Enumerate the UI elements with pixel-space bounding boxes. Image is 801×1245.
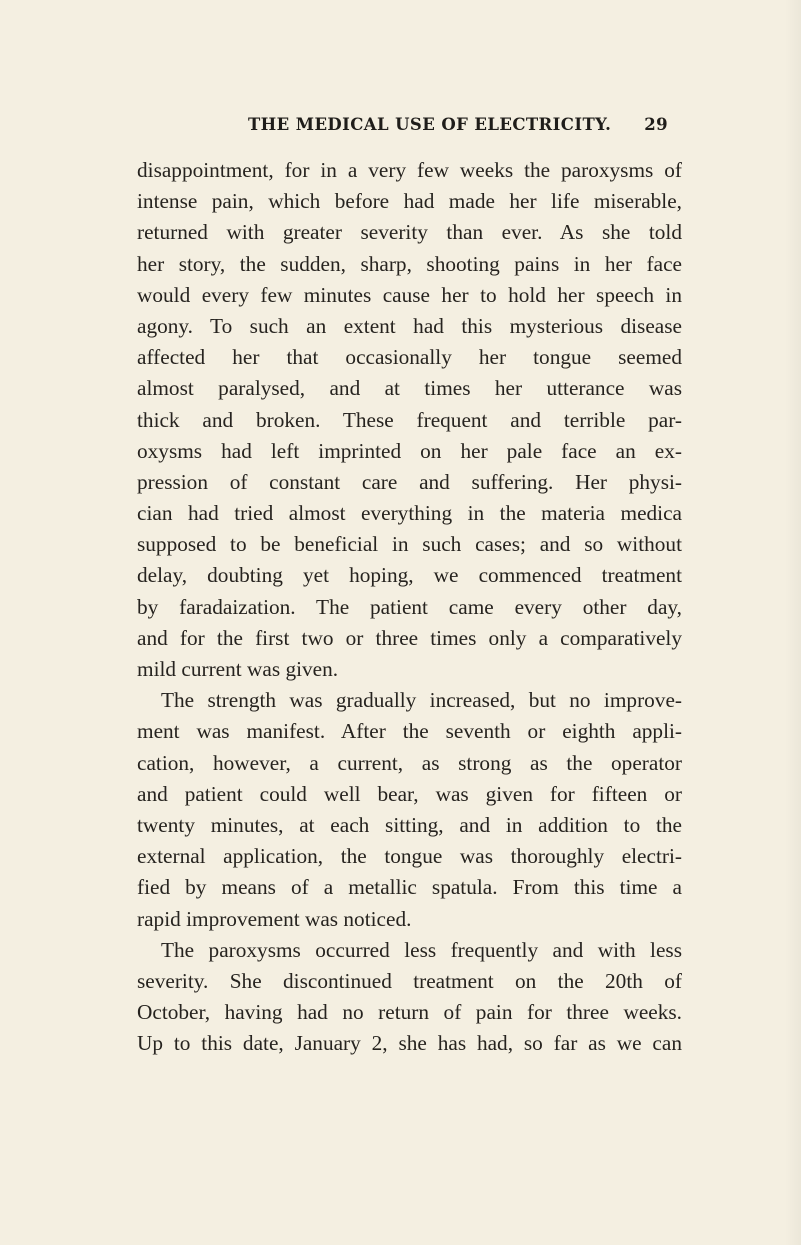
running-header [248, 115, 668, 139]
text-line-18: The strength was gradually increased, but no improve- [161, 688, 682, 713]
body-text [137, 155, 682, 1059]
text-line-11: pression of constant care and suffering. Her physi- [137, 469, 682, 494]
text-line-29: Up to this date, January 2, she has had, so far as we can [137, 1031, 682, 1056]
text-line-19: ment was manifest. After the seventh or eighth appli- [137, 719, 682, 744]
text-line-20: cation, however, a current, as strong as the operator [137, 750, 682, 775]
text-line-12: cian had tried almost everything in the materia medica [137, 501, 682, 526]
text-line-2: intense pain, which before had made her life miserable, [137, 189, 682, 214]
page-number: 29 [644, 115, 668, 134]
text-line-17: mild current was given. [137, 657, 339, 681]
text-line-8: almost paralysed, and at times her utterance was [137, 376, 682, 401]
text-line-21: and patient could well bear, was given for fifteen or [137, 781, 682, 806]
text-line-16: and for the first two or three times only a comparatively [137, 625, 682, 650]
page-edge-shadow [785, 0, 801, 1245]
text-line-10: oxysms had left imprinted on her pale face an ex- [137, 438, 682, 463]
running-title: THE MEDICAL USE OF ELECTRICITY. [248, 115, 612, 134]
text-line-23: external application, the tongue was thoroughly electri- [137, 844, 682, 869]
text-line-7: affected her that occasionally her tongue seemed [137, 345, 682, 370]
text-line-1: disappointment, for in a very few weeks the paroxysms of [137, 158, 682, 182]
text-line-13: supposed to be beneficial in such cases; and so without [137, 532, 682, 557]
text-line-4: her story, the sudden, sharp, shooting pains in her face [137, 251, 682, 276]
text-line-3: returned with greater severity than ever. As she told [137, 220, 682, 245]
text-line-25: rapid improvement was noticed. [137, 906, 412, 931]
text-line-6: agony. To such an extent had this mysterious disease [137, 313, 682, 338]
text-line-9: thick and broken. These frequent and terrible par- [137, 407, 682, 432]
text-line-15: by faradaization. The patient came every other day, [137, 594, 682, 619]
text-line-24: fied by means of a metallic spatula. From this time a [137, 875, 682, 900]
text-line-27: severity. She discontinued treatment on the 20th of [137, 968, 682, 993]
text-line-5: would every few minutes cause her to hold her speech in [137, 282, 682, 307]
text-line-22: twenty minutes, at each sitting, and in addition to the [137, 812, 682, 837]
text-line-28: October, having had no return of pain for three weeks. [137, 1000, 682, 1025]
text-line-26: The paroxysms occurred less frequently and with less [161, 937, 682, 962]
text-line-14: delay, doubting yet hoping, we commenced treatment [137, 563, 682, 588]
